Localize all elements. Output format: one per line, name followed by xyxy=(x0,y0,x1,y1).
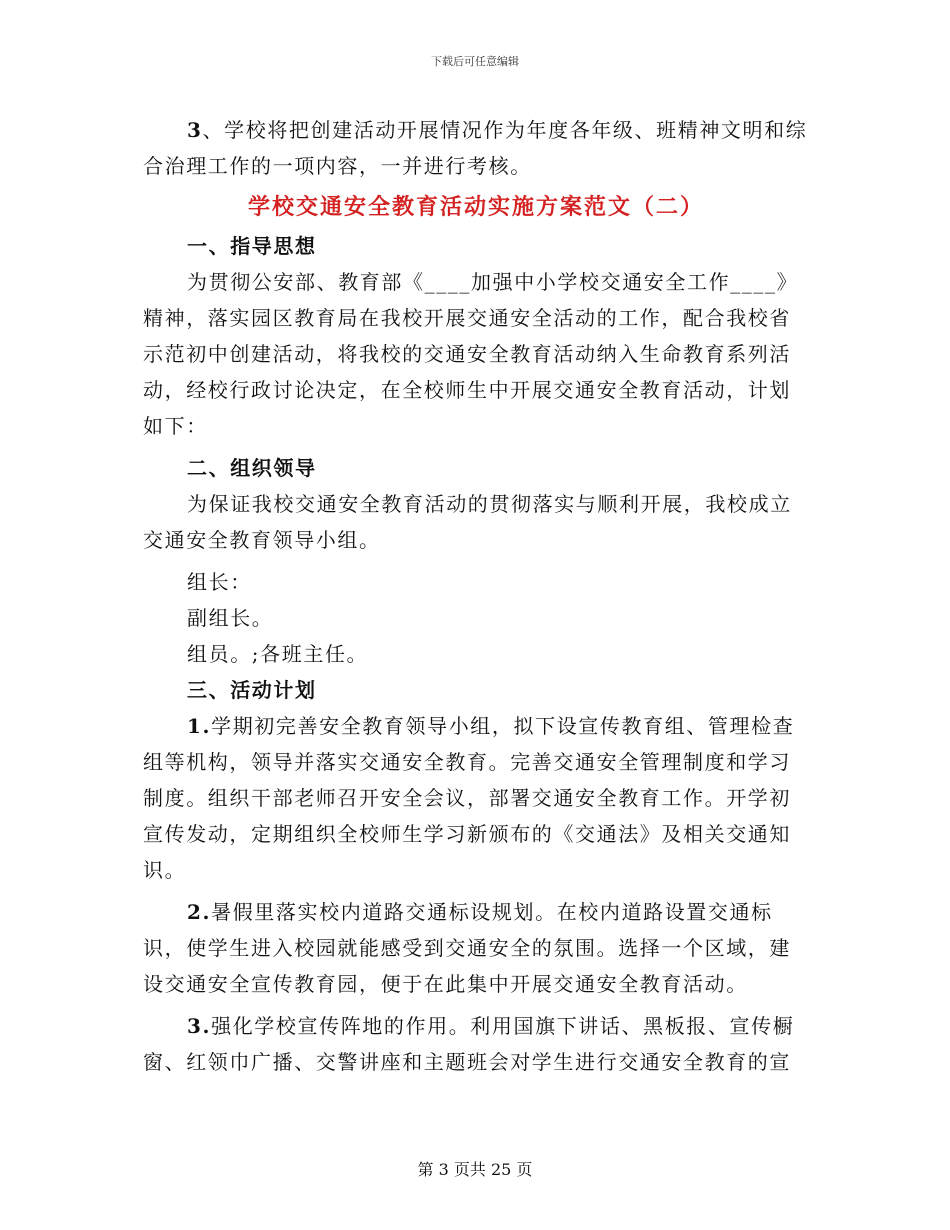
intro-paragraph xyxy=(143,112,809,184)
plan-item xyxy=(143,1008,809,1080)
plan-item-text: 暑假里落实校内道路交通标设规划。在校内道路设置交通标识，使学生进入校园就能感受到交通安全的氛围。选择一个区域，建设交通安全宣传教育园，便于在此集中开展交通安全教育活动。 xyxy=(143,900,791,996)
section2-heading: 二、组织领导 xyxy=(187,456,317,480)
leader-line: 组长： xyxy=(187,570,252,594)
plan-item-number: 2. xyxy=(187,900,212,924)
plan-item xyxy=(143,708,809,888)
plan-item-text: 强化学校宣传阵地的作用。利用国旗下讲话、黑板报、宣传橱窗、红领巾广播、交警讲座和主题班会对学生进行交通安全教育的宣 xyxy=(143,1014,795,1074)
intro-number: 3 xyxy=(187,118,203,142)
plan-item-number: 3. xyxy=(187,1014,212,1038)
page-footer: 第 3 页共 25 页 xyxy=(417,1160,533,1179)
section1-paragraph: 为贯彻公安部、教育部《____加强中小学校交通安全工作____》精神，落实园区教育局在我校开展交通安全活动的工作，配合我校省示范初中创建活动，将我校的交通安全教育活动纳入生命教育系列活动，经校行政讨论决定，在全校师生中开展交通安全教育活动，计划如下： xyxy=(143,270,799,438)
plan-item-text: 学期初完善安全教育领导小组，拟下设宣传教育组、管理检查组等机构，领导并落实交通安全教育。完善交通安全管理制度和学习制度。组织干部老师召开安全会议，部署交通安全教育工作。开学初宣传发动，定期组织全校师生学习新颁布的《交通法》及相关交通知识。 xyxy=(143,714,795,882)
document-title: 学校交通安全教育活动实施方案范文（二） xyxy=(247,194,704,220)
document-body xyxy=(143,112,809,1080)
plan-item xyxy=(143,894,809,1002)
plan-item-number: 1. xyxy=(187,714,212,738)
page-header: 下载后可任意编辑 xyxy=(431,55,519,68)
section3-heading: 三、活动计划 xyxy=(187,678,317,702)
intro-text: 、学校将把创建活动开展情况作为年度各年级、班精神文明和综合治理工作的一项内容，一并进行考核。 xyxy=(143,118,808,178)
deputy-line: 副组长。 xyxy=(187,606,274,630)
members-line: 组员。;各班主任。 xyxy=(187,642,369,666)
section2-paragraph: 为保证我校交通安全教育活动的贯彻落实与顺利开展，我校成立交通安全教育领导小组。 xyxy=(143,492,792,552)
section1-heading: 一、指导思想 xyxy=(187,234,317,258)
